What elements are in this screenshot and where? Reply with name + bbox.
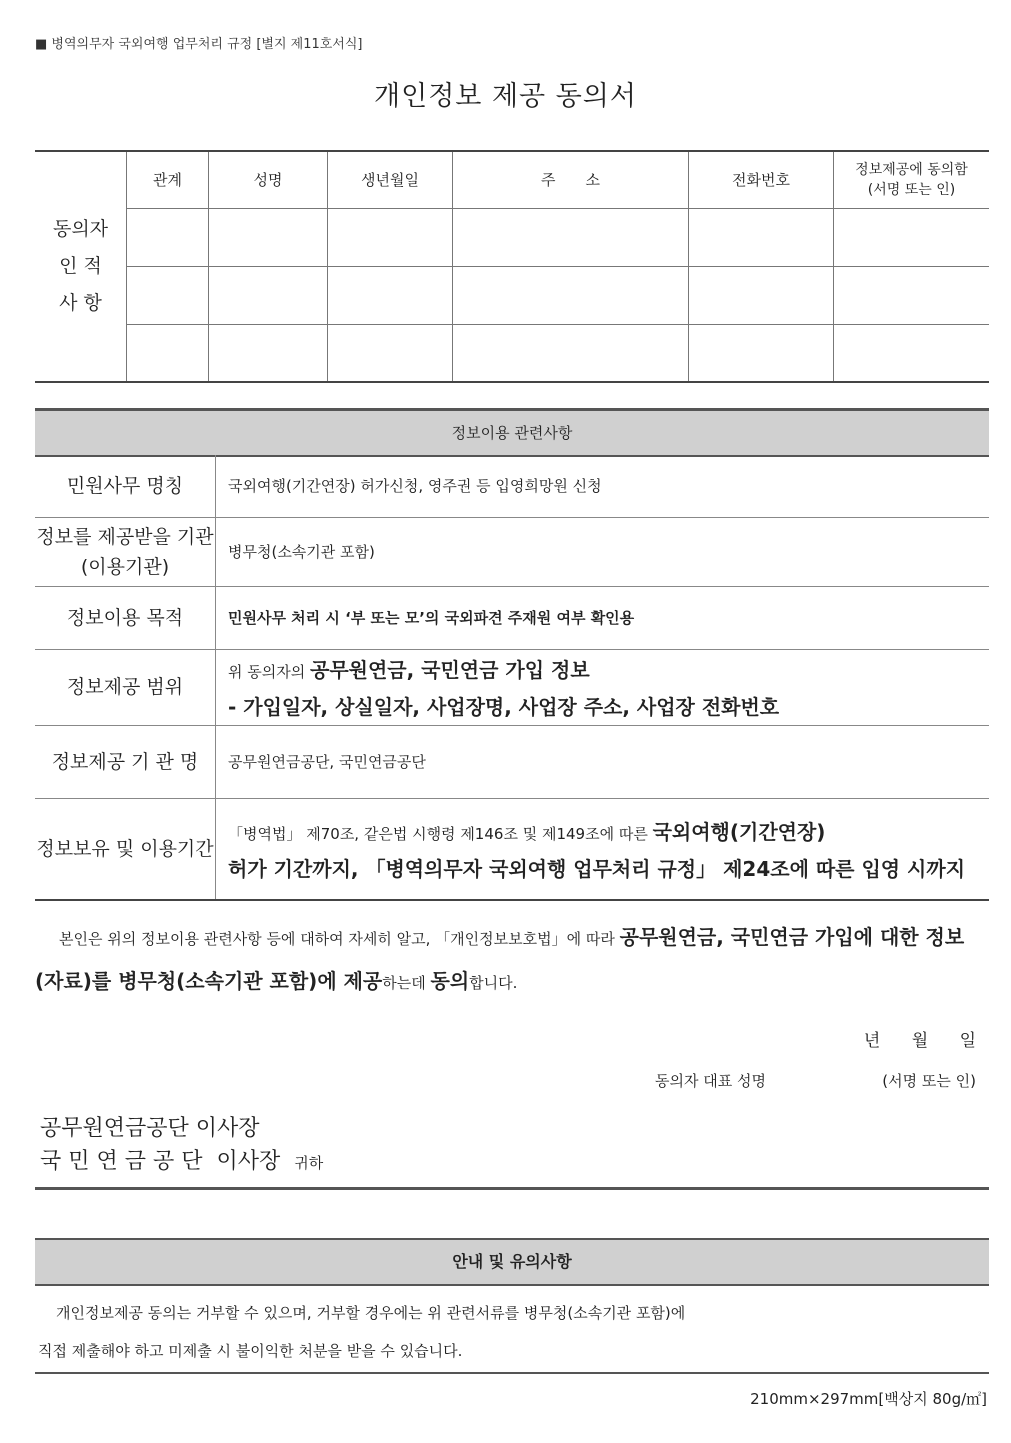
notice-text (38, 1294, 976, 1370)
retention-prefix: 「병역법」 제70조, 같은법 시행령 제146조 및 제149조에 따른 (228, 824, 653, 843)
address-cell[interactable] (453, 324, 689, 382)
name-cell[interactable] (209, 208, 328, 266)
addressee-line1: 공무원연금공단 이사장 (40, 1116, 260, 1141)
side-label-2: 인 적 (59, 255, 102, 277)
retention-bold: 국외여행(기간연장) (652, 819, 826, 844)
page-title: 개인정보 제공 동의서 (374, 81, 637, 112)
signer-label: 동의자 대표 성명 (655, 1072, 766, 1090)
row-value-purpose: 민원사무 처리 시 ‘부 또는 모’의 국외파견 주재원 여부 확인용 (216, 586, 990, 649)
row-label-scope: 정보제공 범위 (35, 649, 216, 725)
col-name: 성명 (209, 151, 328, 208)
row-value-retention (216, 798, 990, 900)
row-label-recipient: 정보를 제공받을 기관(이용기관) (35, 517, 216, 586)
agreement-bold1: 공무원연금, 국민연금 가입에 대한 정보(자료)를 병무청(소속기관 포함)에 제공 (35, 925, 965, 993)
agreement-bold2: 동의 (430, 969, 470, 993)
bottom-divider (35, 1372, 989, 1374)
sign-cell[interactable] (834, 266, 990, 324)
consenter-table (35, 150, 989, 383)
notice-line2: 직접 제출해야 하고 미제출 시 불이익한 처분을 받을 수 있습니다. (38, 1342, 463, 1360)
scope-prefix: 위 동의자의 (228, 663, 310, 681)
agreement-part3: 합니다. (469, 974, 518, 992)
agreement-statement (35, 916, 979, 1004)
addressee-line2-wrap (40, 1145, 323, 1180)
name-cell[interactable] (209, 324, 328, 382)
scope-bold: 공무원연금, 국민연금 가입 정보 (310, 658, 590, 682)
address-cell[interactable] (453, 266, 689, 324)
notice-header: 안내 및 유의사항 (35, 1238, 989, 1286)
birthdate-cell[interactable] (328, 266, 453, 324)
form-header-note: ■ 병역의무자 국외여행 업무처리 규정 [별지 제11호서식] (35, 37, 363, 52)
row-label-purpose: 정보이용 목적 (35, 586, 216, 649)
row-label-service-name: 민원사무 명칭 (35, 455, 216, 517)
section-divider (35, 1187, 989, 1190)
consenter-side-label (35, 151, 127, 382)
consent-col-line1: 정보제공에 동의함 (855, 161, 968, 178)
phone-cell[interactable] (689, 324, 834, 382)
phone-cell[interactable] (689, 266, 834, 324)
side-label-1: 동의자 (52, 218, 109, 240)
addressee-suffix: 귀하 (294, 1154, 324, 1172)
row-value-service-name: 국외여행(기간연장) 허가신청, 영주권 등 입영희망원 신청 (216, 455, 990, 517)
row-label-retention: 정보보유 및 이용기간 (35, 798, 216, 900)
sign-cell[interactable] (834, 208, 990, 266)
notice-line1: 개인정보제공 동의는 거부할 수 있으며, 거부할 경우에는 위 관련서류를 병무청(소속기관 포함)에 (56, 1304, 686, 1322)
name-cell[interactable] (209, 266, 328, 324)
phone-cell[interactable] (689, 208, 834, 266)
row-label-provider: 정보제공 기 관 명 (35, 725, 216, 798)
row-value-provider: 공무원연금공단, 국민연금공단 (216, 725, 990, 798)
retention-line2: 허가 기간까지, 「병역의무자 국외여행 업무처리 규정」 제24조에 따른 입영 시까지 (228, 856, 966, 881)
paper-spec: 210mm×297mm[백상지 80g/㎡] (750, 1390, 987, 1408)
col-relation: 관계 (127, 151, 209, 208)
col-phone: 전화번호 (689, 151, 834, 208)
scope-line2: - 가입일자, 상실일자, 사업장명, 사업장 주소, 사업장 전화번호 (228, 695, 780, 719)
relation-cell[interactable] (127, 208, 209, 266)
signer-signature-mark[interactable]: (서명 또는 인) (882, 1072, 976, 1090)
sign-cell[interactable] (834, 324, 990, 382)
row-value-scope (216, 649, 990, 725)
col-birthdate: 생년월일 (328, 151, 453, 208)
relation-cell[interactable] (127, 324, 209, 382)
birthdate-cell[interactable] (328, 208, 453, 266)
relation-cell[interactable] (127, 266, 209, 324)
col-consent-sign (834, 151, 990, 208)
info-usage-table (35, 455, 989, 901)
agreement-part2: 하는데 (382, 974, 431, 992)
address-cell[interactable] (453, 208, 689, 266)
consent-col-line2: (서명 또는 인) (867, 181, 956, 198)
date-line[interactable]: 년 월 일 (863, 1031, 976, 1051)
agreement-part1: 본인은 위의 정보이용 관련사항 등에 대하여 자세히 알고, 「개인정보보호법」에 따라 (59, 930, 620, 948)
side-label-3: 사 항 (59, 292, 102, 314)
col-address: 주 소 (453, 151, 689, 208)
row-value-recipient: 병무청(소속기관 포함) (216, 517, 990, 586)
addressee-line2: 국 민 연 금 공 단 이사장 (40, 1149, 281, 1174)
birthdate-cell[interactable] (328, 324, 453, 382)
info-usage-header: 정보이용 관련사항 (35, 408, 989, 457)
addressee-block (40, 1112, 323, 1180)
